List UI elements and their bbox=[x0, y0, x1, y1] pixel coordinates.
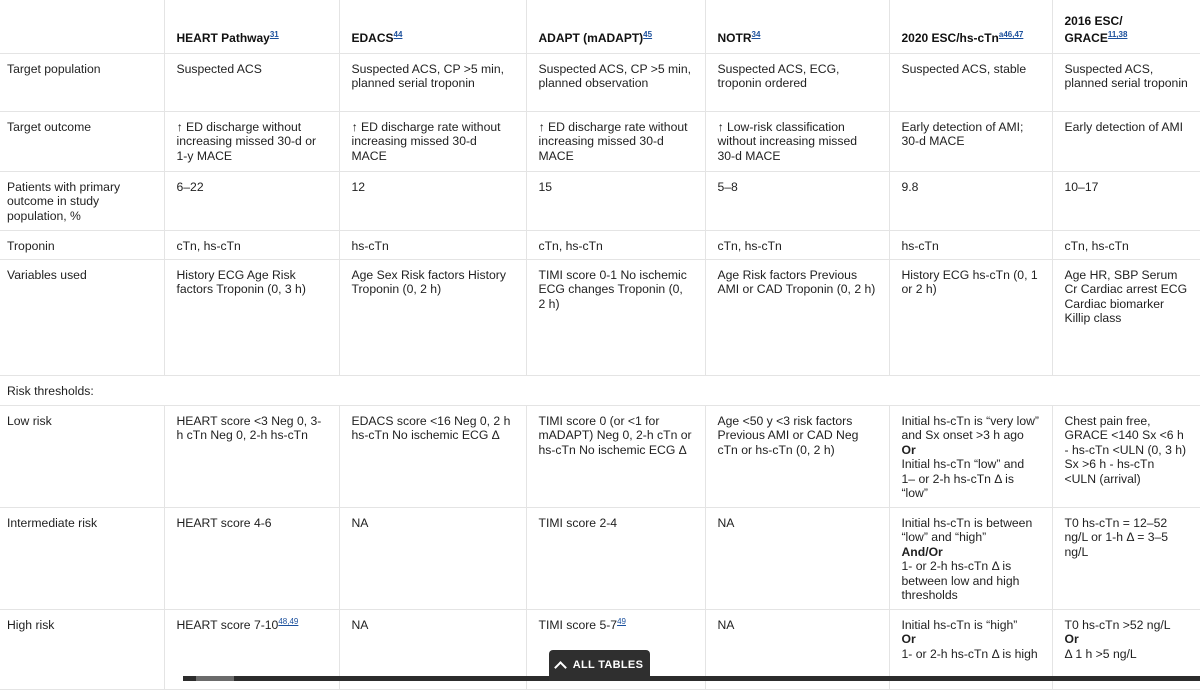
cell: 15 bbox=[526, 171, 705, 230]
row-low-risk bbox=[0, 405, 1200, 507]
ref-link-adapt[interactable]: 45 bbox=[643, 30, 653, 40]
cell: TIMI score 0-1 No ischemic ECG changes Troponin (0, 2 h) bbox=[526, 259, 705, 375]
row-label: Variables used bbox=[0, 259, 164, 375]
cell: 9.8 bbox=[889, 171, 1052, 230]
cell-text: Δ 1 h >5 ng/L bbox=[1064, 646, 1137, 661]
cell: Suspected ACS, ECG, troponin ordered bbox=[705, 53, 889, 111]
cell: Age HR, SBP Serum Cr Cardiac arrest ECG Cardiac biomarker Killip class bbox=[1052, 259, 1200, 375]
scrollbar-thumb[interactable] bbox=[196, 676, 234, 681]
row-primary-outcome bbox=[0, 171, 1200, 230]
row-troponin bbox=[0, 230, 1200, 259]
row-label: Intermediate risk bbox=[0, 507, 164, 609]
all-tables-button[interactable] bbox=[549, 650, 650, 681]
cell-text: Initial hs-cTn is “high” bbox=[901, 617, 1018, 632]
header-row bbox=[0, 0, 1200, 53]
header-adapt: ADAPT (mADAPT)$^{45}$ bbox=[526, 0, 705, 53]
ref-link-grace[interactable]: 11,38 bbox=[1107, 30, 1128, 40]
row-label: Troponin bbox=[0, 230, 164, 259]
header-blank bbox=[0, 0, 164, 53]
cell: NA bbox=[705, 609, 889, 689]
cell: Age Risk factors Previous AMI or CAD Troponin (0, 2 h) bbox=[705, 259, 889, 375]
cell: cTn, hs-cTn bbox=[705, 230, 889, 259]
ref-link-esc[interactable]: a46,47 bbox=[998, 30, 1024, 40]
row-target-population bbox=[0, 53, 1200, 111]
cell bbox=[889, 507, 1052, 609]
cell-text: Initial hs-cTn is between “low” and “high” bbox=[901, 515, 1033, 545]
cell: Early detection of AMI bbox=[1052, 111, 1200, 171]
all-tables-label: ALL TABLES bbox=[572, 659, 644, 672]
cell: HEART score <3 Neg 0, 3-h cTn Neg 0, 2-h hs-cTn bbox=[164, 405, 339, 507]
ref-link-notr[interactable]: 34 bbox=[751, 30, 761, 40]
cell: 5–8 bbox=[705, 171, 889, 230]
cell: cTn, hs-cTn bbox=[164, 230, 339, 259]
keyword-or: Or bbox=[901, 442, 916, 457]
keyword-or: Or bbox=[901, 632, 916, 647]
header-notr: NOTR$^{34}$ bbox=[705, 0, 889, 53]
cell: Chest pain free, GRACE <140 Sx <6 h - hs-cTn <ULN (0, 3 h) Sx >6 h - hs-cTn <ULN (arrival) bbox=[1052, 405, 1200, 507]
header-edacs: EDACS$^{44}$ bbox=[339, 0, 526, 53]
cell-text: 1- or 2-h hs-cTn Δ is between low and high thresholds bbox=[901, 559, 1020, 602]
cell: History ECG hs-cTn (0, 1 or 2 h) bbox=[889, 259, 1052, 375]
row-variables-used bbox=[0, 259, 1200, 375]
keyword-or: Or bbox=[1064, 632, 1079, 647]
row-label: High risk bbox=[0, 609, 164, 689]
cell: EDACS score <16 Neg 0, 2 h hs-cTn No ischemic ECG Δ bbox=[339, 405, 526, 507]
horizontal-scrollbar[interactable] bbox=[183, 676, 1200, 681]
cell: Suspected ACS, CP >5 min, planned serial troponin bbox=[339, 53, 526, 111]
row-label: Low risk bbox=[0, 405, 164, 507]
cell: Age Sex Risk factors History Troponin (0, 2 h) bbox=[339, 259, 526, 375]
cell: Suspected ACS bbox=[164, 53, 339, 111]
row-target-outcome bbox=[0, 111, 1200, 171]
keyword-and-or: And/Or bbox=[901, 544, 943, 559]
cell: 10–17 bbox=[1052, 171, 1200, 230]
section-label: Risk thresholds: bbox=[0, 375, 1200, 405]
cell: ↑ ED discharge rate without increasing missed 30-d MACE bbox=[339, 111, 526, 171]
row-risk-thresholds bbox=[0, 375, 1200, 405]
cell: NA bbox=[705, 507, 889, 609]
cell: Suspected ACS, planned serial troponin bbox=[1052, 53, 1200, 111]
cell: Suspected ACS, CP >5 min, planned observation bbox=[526, 53, 705, 111]
cell: T0 hs-cTn = 12–52 ng/L or 1-h Δ = 3–5 ng/L bbox=[1052, 507, 1200, 609]
ref-link-heart[interactable]: 31 bbox=[269, 30, 279, 40]
ref-link-heart-high[interactable]: 48,49 bbox=[278, 616, 299, 626]
ref-link-adapt-high[interactable]: 49 bbox=[617, 616, 626, 626]
cell: Early detection of AMI; 30-d MACE bbox=[889, 111, 1052, 171]
cell-text: T0 hs-cTn >52 ng/L bbox=[1064, 617, 1171, 632]
cell: 12 bbox=[339, 171, 526, 230]
cell: TIMI score 2-4 bbox=[526, 507, 705, 609]
cell: hs-cTn bbox=[889, 230, 1052, 259]
row-intermediate-risk bbox=[0, 507, 1200, 609]
cell: hs-cTn bbox=[339, 230, 526, 259]
cell: TIMI score 5-7$^{49}$ bbox=[526, 609, 705, 689]
cell: HEART score 7-10$^{48,49}$ bbox=[164, 609, 339, 689]
cell-text: Initial hs-cTn is “very low” and Sx onset >3 h ago bbox=[901, 413, 1039, 443]
cell: 6–22 bbox=[164, 171, 339, 230]
row-label: Target outcome bbox=[0, 111, 164, 171]
ref-link-edacs[interactable]: 44 bbox=[393, 30, 403, 40]
header-esc-hs-ctn: 2020 ESC/hs-cTn$^{a46,47}$ bbox=[889, 0, 1052, 53]
cell: History ECG Age Risk factors Troponin (0, 3 h) bbox=[164, 259, 339, 375]
cell bbox=[889, 405, 1052, 507]
cell: cTn, hs-cTn bbox=[526, 230, 705, 259]
cell: cTn, hs-cTn bbox=[1052, 230, 1200, 259]
cell: Age <50 y <3 risk factors Previous AMI or CAD Neg cTn or hs-cTn (0, 2 h) bbox=[705, 405, 889, 507]
cell: NA bbox=[339, 507, 526, 609]
cell: NA bbox=[339, 609, 526, 689]
cell: HEART score 4-6 bbox=[164, 507, 339, 609]
row-label: Patients with primary outcome in study population, % bbox=[0, 171, 164, 230]
cell-text: 1- or 2-h hs-cTn Δ is high bbox=[901, 646, 1038, 661]
cell: ↑ ED discharge rate without increasing missed 30-d MACE bbox=[526, 111, 705, 171]
row-label: Target population bbox=[0, 53, 164, 111]
chevron-up-icon bbox=[554, 661, 567, 674]
cell: TIMI score 0 (or <1 for mADAPT) Neg 0, 2-h cTn or hs-cTn No ischemic ECG Δ bbox=[526, 405, 705, 507]
cell: Suspected ACS, stable bbox=[889, 53, 1052, 111]
header-esc-grace: 2016 ESC/ GRACE$^{11,38}$ bbox=[1052, 0, 1200, 53]
header-heart: HEART Pathway$^{31}$ bbox=[164, 0, 339, 53]
cell-text: Initial hs-cTn “low” and 1– or 2-h hs-cTn Δ is “low” bbox=[901, 457, 1025, 500]
cell: ↑ ED discharge without increasing missed 30-d or 1-y MACE bbox=[164, 111, 339, 171]
cell: ↑ Low-risk classification without increasing missed 30-d MACE bbox=[705, 111, 889, 171]
